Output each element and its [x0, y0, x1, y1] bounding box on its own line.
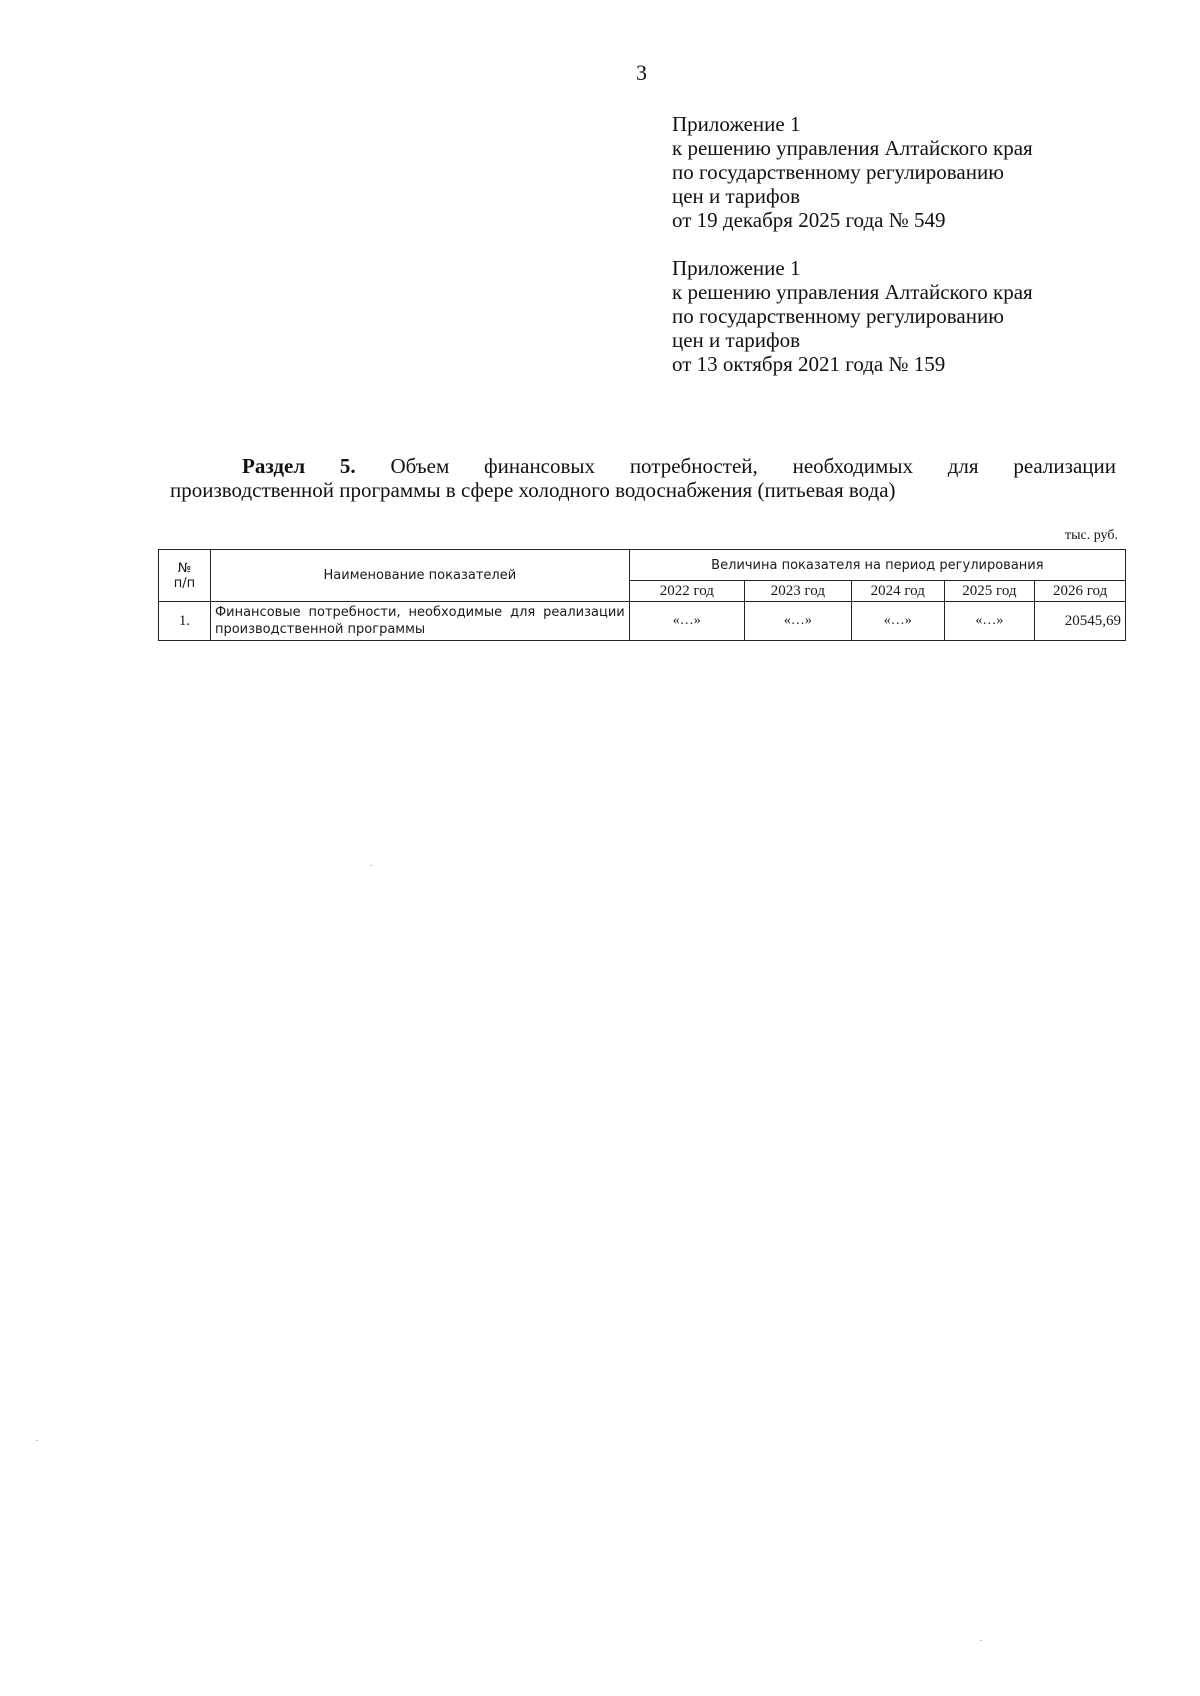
- units-label: тыс. руб.: [1065, 528, 1118, 543]
- scan-speck: [370, 865, 372, 866]
- appendix-line: по государственному регулированию: [672, 304, 1004, 328]
- header-num: №: [177, 560, 192, 576]
- page-number: 3: [636, 60, 647, 85]
- financial-needs-table: [158, 549, 1126, 641]
- row-value: «…»: [851, 602, 944, 641]
- appendix-block-original: [672, 256, 1033, 376]
- appendix-line: цен и тарифов: [672, 328, 801, 352]
- appendix-line: цен и тарифов: [672, 184, 801, 208]
- appendix-title: Приложение 1: [672, 112, 801, 136]
- header-year: 2022 год: [629, 581, 744, 602]
- row-name: Финансовые потребности, необходимые для реализации производственной программы: [210, 602, 629, 641]
- section-label: Раздел 5.: [242, 454, 356, 478]
- row-value: «…»: [744, 602, 851, 641]
- section-title-line1: Объем финансовых потребностей, необходимых для реализации: [390, 454, 1116, 478]
- row-value-total: 20545,69: [1035, 602, 1126, 641]
- header-period: Величина показателя на период регулирования: [629, 550, 1125, 581]
- appendix-title: Приложение 1: [672, 256, 801, 280]
- section-title-line2: производственной программы в сфере холодного водоснабжения (питьевая вода): [170, 478, 896, 502]
- appendix-date: от 13 октября 2021 года № 159: [672, 352, 946, 376]
- appendix-date: от 19 декабря 2025 года № 549: [672, 208, 946, 232]
- scan-speck: [36, 1440, 38, 1441]
- header-year: 2026 год: [1035, 581, 1126, 602]
- table-header-row: [159, 550, 1126, 581]
- row-value: «…»: [944, 602, 1035, 641]
- scan-speck: [980, 1640, 982, 1641]
- header-year: 2023 год: [744, 581, 851, 602]
- appendix-line: к решению управления Алтайского края: [672, 136, 1033, 160]
- table-row: [159, 602, 1126, 641]
- header-num-cell: [159, 550, 211, 602]
- header-year: 2024 год: [851, 581, 944, 602]
- section-heading: [170, 454, 1116, 502]
- appendix-line: по государственному регулированию: [672, 160, 1004, 184]
- header-year: 2025 год: [944, 581, 1035, 602]
- row-num: 1.: [159, 602, 211, 641]
- appendix-block-current: [672, 112, 1033, 232]
- appendix-line: к решению управления Алтайского края: [672, 280, 1033, 304]
- row-value: «…»: [629, 602, 744, 641]
- header-name: Наименование показателей: [210, 550, 629, 602]
- header-num-sub: п/п: [173, 575, 196, 591]
